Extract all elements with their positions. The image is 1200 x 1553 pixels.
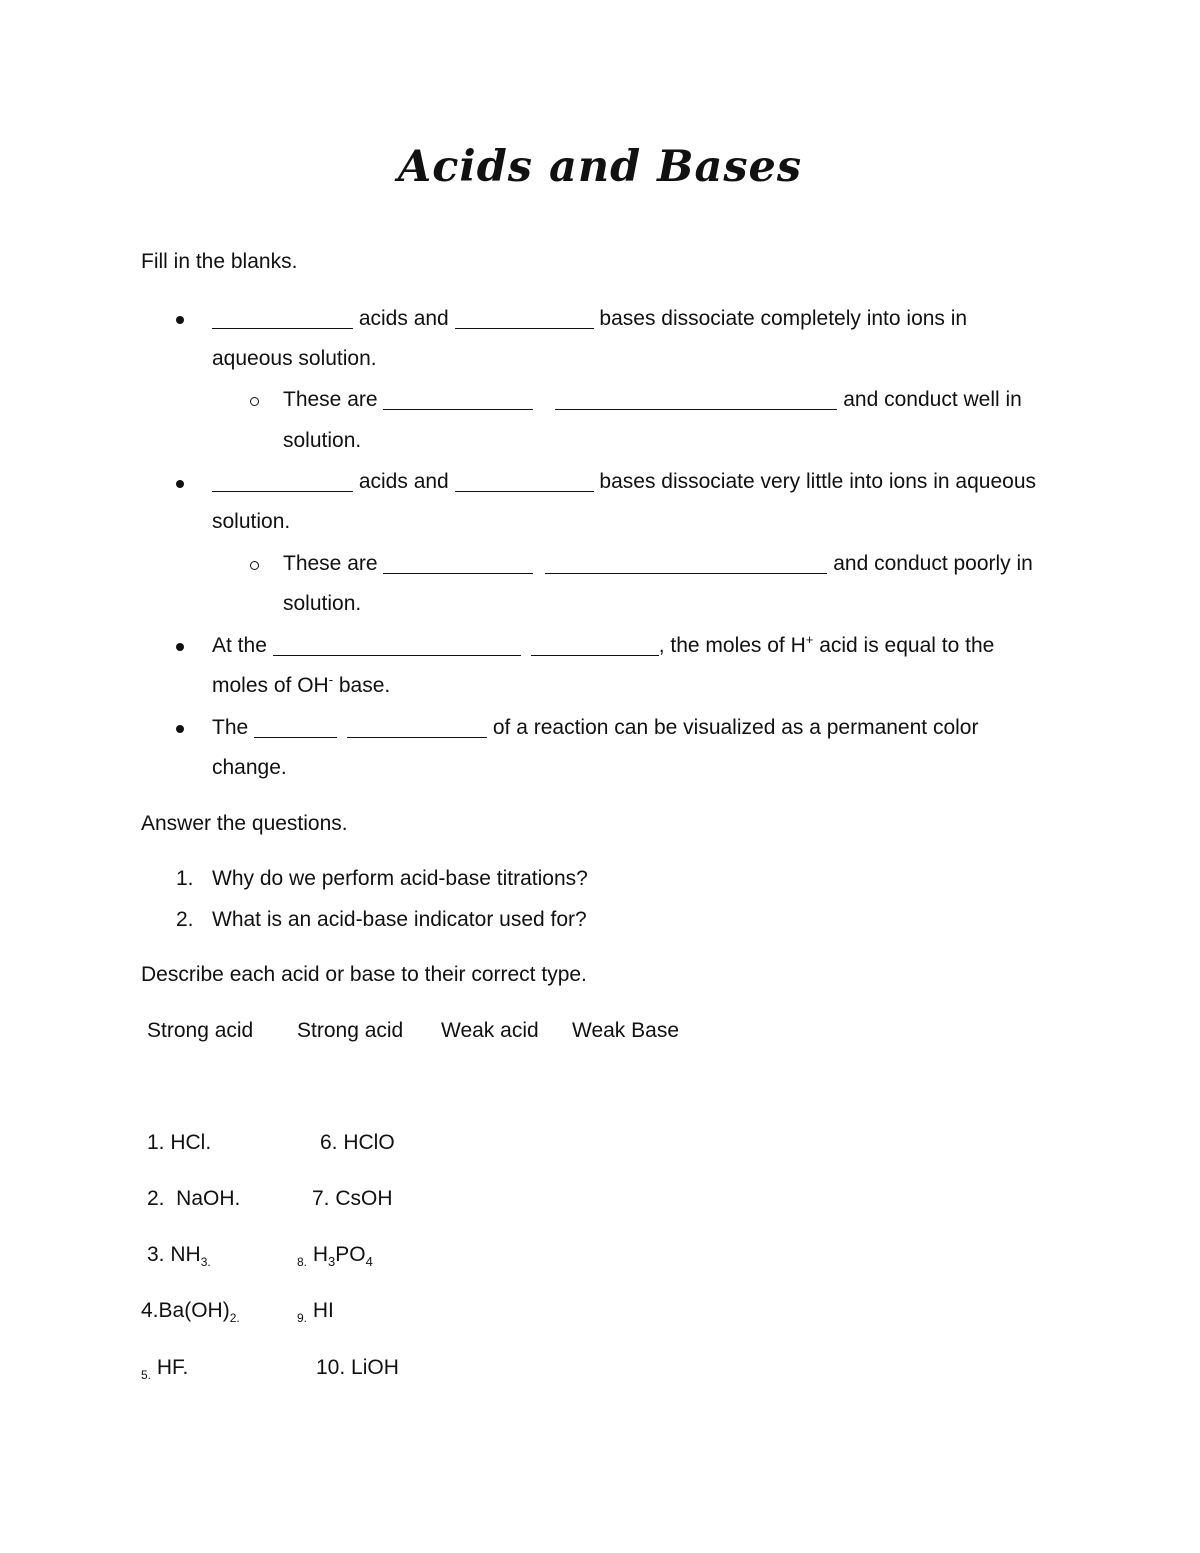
question-1-text: Why do we perform acid-base titrations? (212, 867, 588, 890)
sub-bullet-2-line-1: These are and conduct poorly in (283, 552, 1033, 575)
item-8: $_{8.}$ $H_3PO_4$ (297, 1243, 373, 1270)
blank[interactable] (531, 635, 659, 656)
bullet-1-line-1: acids and bases dissociate completely into ions in (212, 307, 967, 331)
blank[interactable] (273, 635, 521, 656)
blank[interactable] (555, 389, 837, 410)
sub-bullet-1 (250, 397, 259, 406)
blank[interactable] (455, 471, 594, 492)
item-5: $_{5.}$ HF. (141, 1356, 189, 1383)
bullet-4 (176, 725, 184, 733)
item-10: 10. LiOH (316, 1356, 399, 1379)
bullet-1 (176, 316, 184, 324)
describe-instructions: Describe each acid or base to their correct type. (141, 963, 587, 986)
bullet-4-line-2: change. (212, 756, 287, 779)
sub-bullet-1-line-2: solution. (283, 429, 362, 452)
blank[interactable] (347, 717, 487, 738)
blank[interactable] (254, 717, 337, 738)
blank[interactable] (545, 553, 827, 574)
bullet-2 (176, 480, 184, 488)
item-1: 1. HCl. (147, 1131, 212, 1154)
sub-bullet-2-line-2: solution. (283, 592, 362, 615)
category-2: Strong acid (297, 1019, 404, 1042)
category-3: Weak acid (441, 1019, 539, 1042)
bullet-3-line-1: At the , the moles of H+ acid is equal to the (212, 632, 995, 657)
item-4: $4.Ba(OH)_{2.}$ (141, 1299, 240, 1326)
blank[interactable] (212, 308, 353, 329)
category-4: Weak Base (572, 1019, 679, 1042)
blank[interactable] (455, 308, 594, 329)
item-9: $_{9.}$ HI (297, 1299, 334, 1326)
item-3: 3. $NH_{3.}$ (147, 1243, 211, 1270)
item-2: 2. NaOH. (147, 1187, 241, 1210)
page-title: Acids and Bases (397, 142, 803, 192)
bullet-2-line-1: acids and bases dissociate very little into ions in aqueous (212, 470, 1036, 494)
blank[interactable] (212, 471, 353, 492)
blank[interactable] (383, 553, 533, 574)
bullet-4-line-1: The of a reaction can be visualized as a permanent color (212, 716, 979, 739)
blank[interactable] (383, 389, 533, 410)
sub-bullet-1-line-1: These are and conduct well in (283, 388, 1022, 411)
item-7: 7. CsOH (312, 1187, 393, 1210)
question-1-number: 1. (176, 867, 194, 890)
bullet-2-line-2: solution. (212, 510, 291, 533)
answer-instructions: Answer the questions. (141, 812, 348, 835)
category-1: Strong acid (147, 1019, 254, 1042)
fill-in-instructions: Fill in the blanks. (141, 250, 298, 273)
question-2-text: What is an acid-base indicator used for? (212, 908, 587, 931)
sub-bullet-2 (250, 561, 259, 570)
bullet-3 (176, 643, 184, 651)
bullet-3-line-2: moles of OH- base. (212, 672, 391, 697)
item-6: 6. HClO (320, 1131, 395, 1154)
bullet-1-line-2: aqueous solution. (212, 347, 377, 370)
question-2-number: 2. (176, 908, 194, 931)
